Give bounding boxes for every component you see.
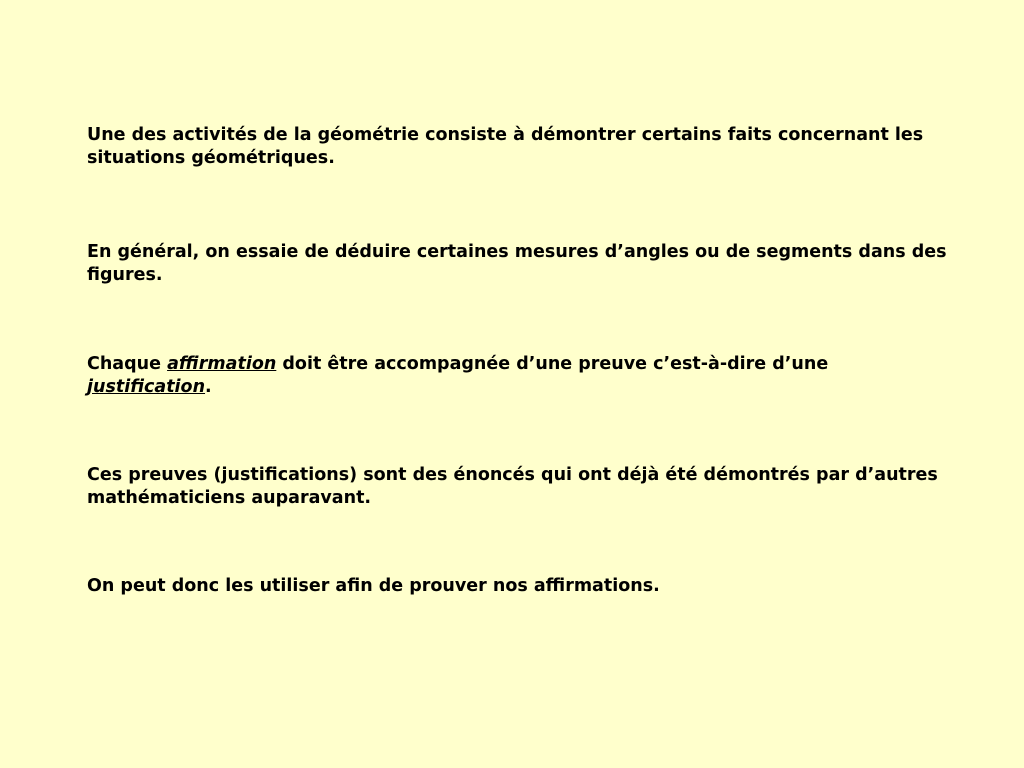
paragraph-preuves: Ces preuves (justifications) sont des énoncés qui ont déjà été démontrés par d’autres mathématiciens auparavant. xyxy=(87,465,938,508)
paragraph-utiliser: On peut donc les utiliser afin de prouver nos affirmations. xyxy=(87,576,660,596)
text-chaque: Chaque xyxy=(87,354,168,374)
term-justification: justification xyxy=(87,377,206,397)
text-accompagnee: doit être accompagnée d’une preuve c’est-à-dire d’une xyxy=(276,354,829,374)
term-affirmation: affirmation xyxy=(167,354,277,374)
paragraph-demonstration: Une des activités de la géométrie consiste à démontrer certains faits concernant les situations géométriques. xyxy=(87,125,924,168)
text-period: . xyxy=(205,377,212,397)
paragraph-deduction: En général, on essaie de déduire certaines mesures d’angles ou de segments dans des figures. xyxy=(87,242,947,285)
paragraph-affirmation xyxy=(87,353,947,399)
